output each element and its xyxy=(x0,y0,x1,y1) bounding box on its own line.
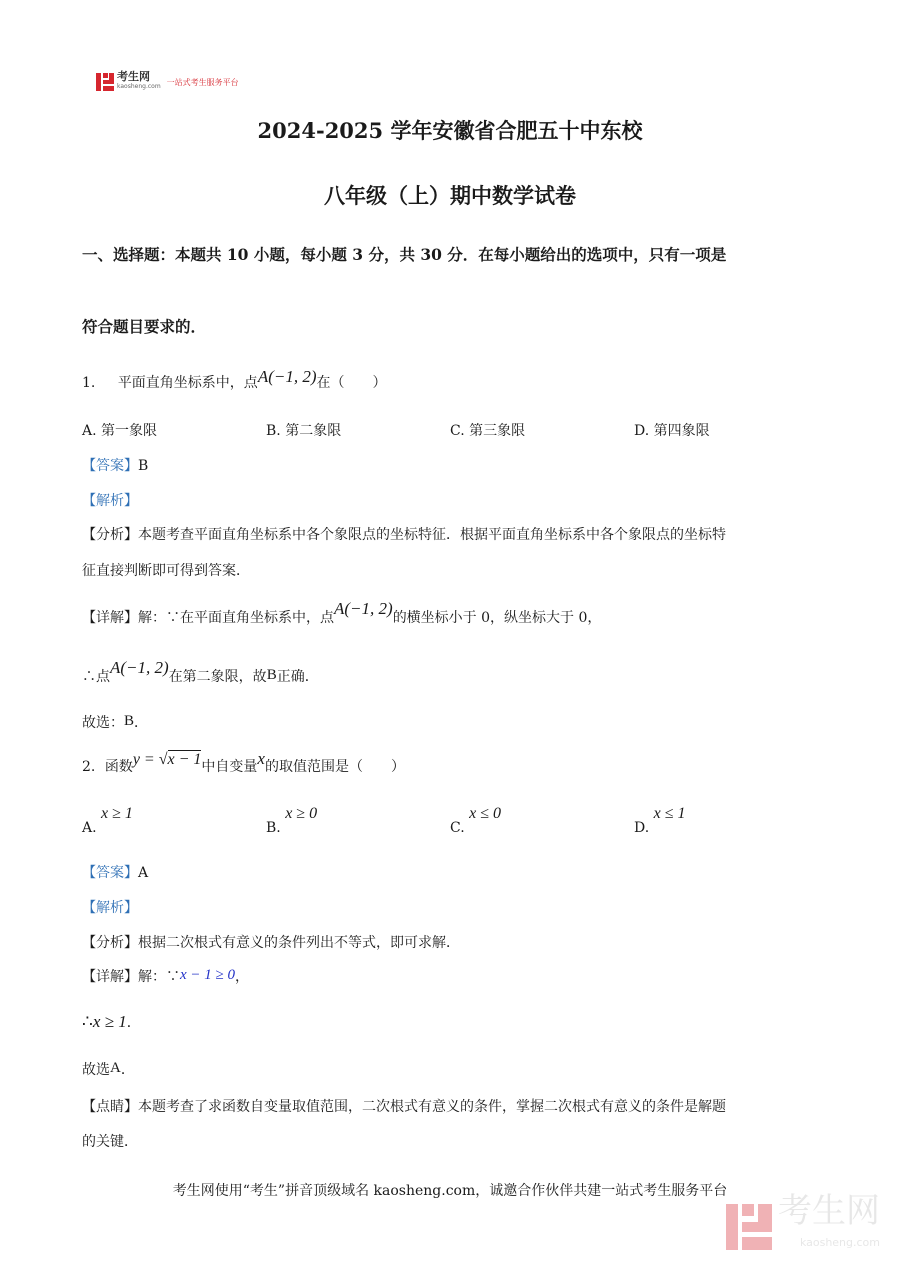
q1-number: 1. xyxy=(82,375,96,391)
q1-fenxi-tag: 【分析】 xyxy=(82,527,138,543)
q1-xiangjie-line1: 【详解】解：∵在平面直角坐标系中，点A(−1, 2)的横坐标小于 0，纵坐标大于 0， xyxy=(82,599,602,626)
q1-option-c: C. 第三象限 xyxy=(450,423,526,439)
doc-title-line2: 八年级（上）期中数学试卷 xyxy=(324,183,576,208)
q1-fenxi-text: 本题考查平面直角坐标系中各个象限点的坐标特征．根据平面直角坐标系中各个象限点的坐标特 xyxy=(138,527,726,543)
q2-variable: x xyxy=(257,749,265,768)
q2-analysis-tag: 【解析】 xyxy=(82,900,138,916)
q2-xiangjie: 【详解】解：∵x − 1 ≥ 0， xyxy=(82,967,250,985)
logo-brand: 考生网 kaosheng.com xyxy=(117,70,161,90)
header-logo xyxy=(96,72,239,92)
q1-answer xyxy=(82,456,148,476)
q1-fenxi xyxy=(82,525,726,545)
q1-option-a: A. 第一象限 xyxy=(82,423,158,439)
q2-function: y = √x − 1 xyxy=(132,751,202,768)
sqrt-icon: √ xyxy=(158,751,168,768)
q2-answer xyxy=(82,863,148,883)
watermark xyxy=(726,1191,880,1259)
q1-analysis-tag: 【解析】 xyxy=(82,493,138,509)
q2-answer-tag: 【答案】 xyxy=(82,865,138,881)
page-footer: 考生网使用“考生”拼音顶级域名 kaosheng.com，诚邀合作伙伴共建一站式考生服务平台 xyxy=(172,1183,728,1199)
q1-stem-tail: 在（ ） xyxy=(316,375,387,391)
q1-fenxi-cont: 征直接判断即可得到答案． xyxy=(82,563,250,579)
q1-answer-value: B xyxy=(138,458,149,474)
q2-option-c: C. x ≤ 0 xyxy=(450,805,502,836)
q2-stem: 2. 函数y = √x − 1中自变量x的取值范围是（ ） xyxy=(82,749,405,775)
q1-xj-point: A(−1, 2) xyxy=(334,599,393,618)
q1-option-b: B. 第二象限 xyxy=(266,423,342,439)
watermark-domain: kaosheng.com xyxy=(799,1236,880,1249)
section-header-cont: 符合题目要求的． xyxy=(82,317,207,336)
q2-fenxi: 【分析】根据二次根式有意义的条件列出不等式，即可求解． xyxy=(82,935,460,951)
q1-point: A(−1, 2) xyxy=(257,367,317,386)
q1-option-d: D. 第四象限 xyxy=(634,423,710,439)
q1-guxuan: 故选：B． xyxy=(82,713,149,731)
q1-xiangjie-tag: 【详解】 xyxy=(82,610,138,626)
q2-answer-value: A xyxy=(138,865,149,881)
logo-slogan: 一站式考生服务平台 xyxy=(166,77,239,87)
q2-inequality: x − 1 ≥ 0 xyxy=(180,967,236,983)
q2-option-b: B. x ≥ 0 xyxy=(266,805,318,836)
kaosheng-logo-icon xyxy=(96,73,114,91)
q2-option-d: D. x ≤ 1 xyxy=(634,805,686,836)
q1-xj2-point: A(−1, 2) xyxy=(110,658,169,677)
q1-xiangjie-line2: ∴点A(−1, 2)在第二象限，故B正确． xyxy=(82,658,319,685)
section-header: 一、选择题：本题共 10 小题，每小题 3 分，共 30 分．在每小题给出的选项中，只有一项是 xyxy=(82,245,727,264)
doc-title-line1: 2024-2025 学年安徽省合肥五十中东校 xyxy=(257,118,643,143)
q1-stem-text: 平面直角坐标系中，点 xyxy=(117,375,258,391)
q2-dianjing-cont: 的关键． xyxy=(82,1134,138,1150)
q1-answer-tag: 【答案】 xyxy=(82,458,138,474)
q2-option-a: A. x ≥ 1 xyxy=(82,805,133,836)
watermark-logo-icon xyxy=(726,1204,772,1250)
watermark-brand: 考生网 kaosheng.com xyxy=(778,1195,880,1259)
q2-therefore: ∴x ≥ 1． xyxy=(82,1012,141,1032)
q1-stem xyxy=(82,367,387,393)
logo-domain: kaosheng.com xyxy=(117,83,161,90)
q2-guxuan: 故选A． xyxy=(82,1060,135,1078)
q2-dianjing: 【点睛】本题考查了求函数自变量取值范围，二次根式有意义的条件，掌握二次根式有意义的条件是解题 xyxy=(82,1099,726,1115)
q2-number: 2. xyxy=(82,759,96,775)
